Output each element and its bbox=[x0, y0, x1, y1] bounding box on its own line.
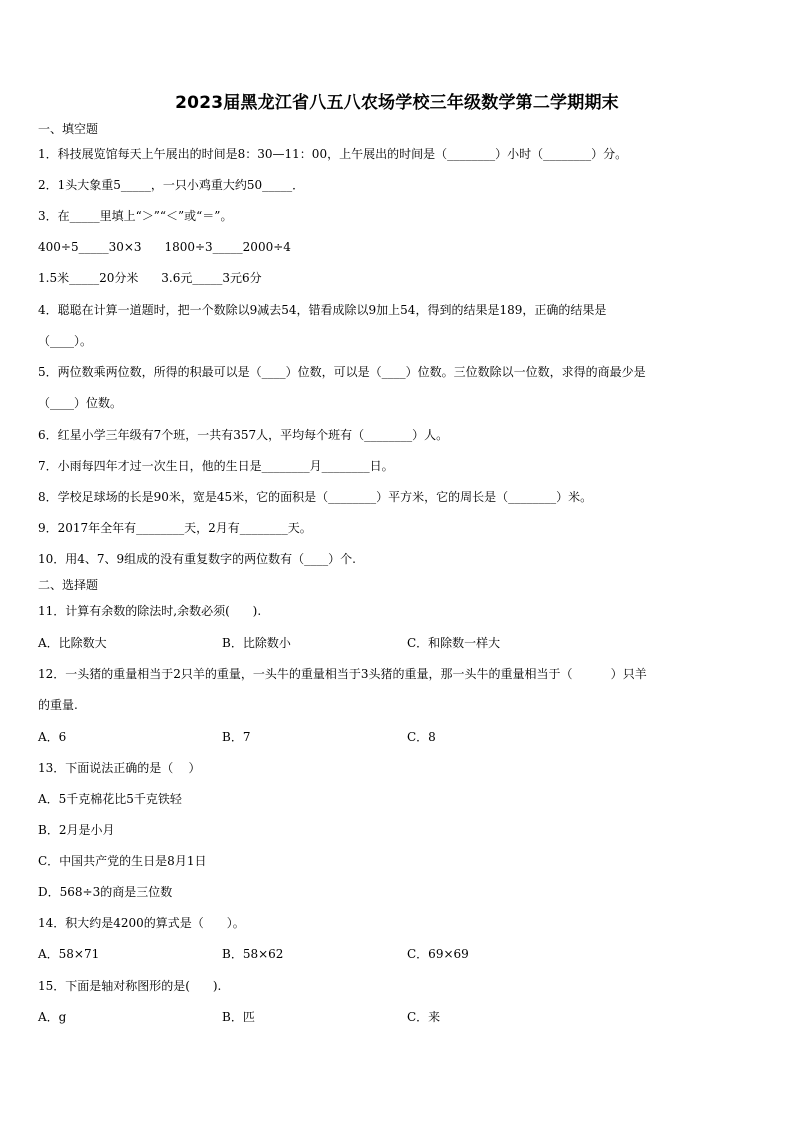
question-12-line-2: 的重量. bbox=[38, 698, 78, 712]
question-11-option-b: B．比除数小 bbox=[222, 636, 291, 650]
question-8: 8．学校足球场的长是90米，宽是45米，它的面积是（________）平方米，它的周长是（________）米。 bbox=[38, 490, 593, 504]
question-5-line-1: 5．两位数乘两位数，所得的积最可以是（____）位数，可以是（____）位数。三位数除以一位数，求得的商最少是 bbox=[38, 365, 646, 379]
page-title: 2023届黑龙江省八五八农场学校三年级数学第二学期期末 bbox=[175, 93, 619, 113]
question-1: 1．科技展览馆每天上午展出的时间是8：30—11：00，上午展出的时间是（________）小时（________）分。 bbox=[38, 147, 628, 161]
question-13-option-b: B．2月是小月 bbox=[38, 823, 115, 837]
question-7: 7．小雨每四年才过一次生日，他的生日是________月________日。 bbox=[38, 459, 394, 473]
question-11: 11．计算有余数的除法时,余数必须( ). bbox=[38, 604, 262, 618]
question-11-option-c: C．和除数一样大 bbox=[407, 636, 501, 650]
question-5-line-2: （____）位数。 bbox=[38, 396, 123, 410]
question-15-option-b: B．匹 bbox=[222, 1010, 255, 1024]
section-fill-heading: 一、填空题 bbox=[38, 122, 99, 136]
question-15-option-c: C．来 bbox=[407, 1010, 441, 1024]
question-3: 3．在_____里填上“＞”“＜”或“＝”。 bbox=[38, 209, 233, 223]
question-4-line-1: 4．聪聪在计算一道题时，把一个数除以9减去54，错看成除以9加上54，得到的结果是189，正确的结果是 bbox=[38, 303, 607, 317]
question-3-row-1: 400÷5_____30×3 1800÷3_____2000÷4 bbox=[38, 240, 291, 254]
question-12-option-b: B．7 bbox=[222, 730, 251, 744]
section-choice-heading: 二、选择题 bbox=[38, 578, 99, 592]
question-15-option-a: A．g bbox=[38, 1010, 67, 1024]
question-10: 10．用4、7、9组成的没有重复数字的两位数有（____）个. bbox=[38, 552, 356, 566]
question-13-option-a: A．5千克棉花比5千克铁轻 bbox=[38, 792, 182, 806]
question-14-option-b: B．58×62 bbox=[222, 947, 284, 961]
question-13-option-d: D．568÷3的商是三位数 bbox=[38, 885, 173, 899]
question-15: 15．下面是轴对称图形的是( ). bbox=[38, 979, 222, 993]
question-11-option-a: A．比除数大 bbox=[38, 636, 107, 650]
question-12-option-a: A．6 bbox=[38, 730, 67, 744]
question-13: 13．下面说法正确的是（ ） bbox=[38, 761, 201, 775]
question-13-option-c: C．中国共产党的生日是8月1日 bbox=[38, 854, 207, 868]
question-12-line-1: 12．一头猪的重量相当于2只羊的重量，一头牛的重量相当于3头猪的重量，那一头牛的重量相当于（ ）只羊 bbox=[38, 667, 647, 681]
question-4-line-2: （____）。 bbox=[38, 334, 93, 348]
question-14: 14．积大约是4200的算式是（ ）。 bbox=[38, 916, 245, 930]
question-3-row-2: 1.5米_____20分米 3.6元_____3元6分 bbox=[38, 271, 262, 285]
question-2: 2．1头大象重5_____，一只小鸡重大约50_____． bbox=[38, 178, 305, 192]
question-14-option-a: A．58×71 bbox=[38, 947, 100, 961]
question-9: 9．2017年全年有________天，2月有________天。 bbox=[38, 521, 312, 535]
question-6: 6．红星小学三年级有7个班，一共有357人，平均每个班有（________）人。 bbox=[38, 428, 449, 442]
question-14-option-c: C．69×69 bbox=[407, 947, 469, 961]
question-12-option-c: C．8 bbox=[407, 730, 436, 744]
